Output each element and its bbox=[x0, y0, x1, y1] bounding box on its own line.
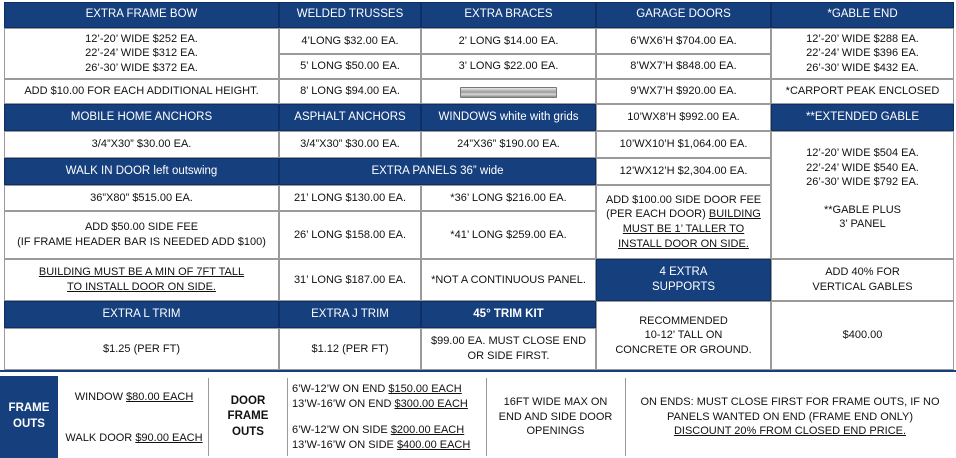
header-walk-in-door: WALK IN DOOR left outswing bbox=[4, 158, 279, 185]
garage-door-row: 9’WX7’H $920.00 EA. bbox=[596, 79, 771, 104]
window-frame-out: WINDOW $80.00 EACH bbox=[74, 390, 194, 403]
garage-door-row: 12’WX12’H $2,304.00 EA. bbox=[596, 158, 771, 185]
column-divider bbox=[208, 378, 209, 456]
header-windows: WINDOWS white with grids bbox=[421, 104, 596, 131]
brace-image bbox=[421, 79, 596, 104]
panel-row: 31’ LONG $187.00 EA. bbox=[279, 259, 421, 301]
walk-door-frame-out: WALK DOOR $90.00 EACH bbox=[65, 431, 203, 444]
header-gable-end: *GABLE END bbox=[771, 2, 954, 28]
frame-bow-note: ADD $10.00 FOR EACH ADDITIONAL HEIGHT. bbox=[4, 79, 279, 104]
header-extra-l-trim: EXTRA L TRIM bbox=[4, 301, 279, 328]
frame-bow-line: 26’-30’ WIDE $372 EA. bbox=[85, 61, 198, 74]
gable-end-note: *CARPORT PEAK ENCLOSED bbox=[771, 79, 954, 104]
j-trim-price: $1.12 (PER FT) bbox=[279, 328, 421, 370]
truss-row: 4’LONG $32.00 EA. bbox=[279, 28, 421, 54]
header-asphalt-anchors: ASPHALT ANCHORS bbox=[279, 104, 421, 131]
truss-row: 5’ LONG $50.00 EA. bbox=[279, 54, 421, 79]
l-trim-price: $1.25 (PER FT) bbox=[4, 328, 279, 370]
panel-row: 26’ LONG $158.00 EA. bbox=[279, 211, 421, 259]
panel-row: 21’ LONG $130.00 EA. bbox=[279, 185, 421, 211]
header-garage-doors: GARAGE DOORS bbox=[596, 2, 771, 28]
frame-bow-prices bbox=[4, 28, 279, 79]
end-door-frame-outs: 6’W-12’W ON END $150.00 EACH 13’W-16’W ON END $300.00 EACH bbox=[292, 383, 468, 410]
garage-door-row: 8’WX7’H $848.00 EA. bbox=[596, 54, 771, 79]
garage-door-row: 10’WX10’H $1,064.00 EA. bbox=[596, 131, 771, 158]
garage-side-door-fee: ADD $100.00 SIDE DOOR FEE (PER EACH DOOR) BUILDING MUST BE 1’ TALLER TO INSTALL DOOR ON SIDE. bbox=[596, 185, 771, 259]
supports-recommendation: RECOMMENDED 10-12’ TALL ON CONCRETE OR GROUND. bbox=[596, 301, 771, 370]
header-extra-panels: EXTRA PANELS 36” wide bbox=[279, 158, 596, 185]
frame-bow-line: 22’-24’ WIDE $312 EA. bbox=[85, 47, 198, 60]
vertical-gables-price: $400.00 bbox=[771, 301, 954, 370]
vertical-gables-note: ADD 40% FOR VERTICAL GABLES bbox=[771, 259, 954, 301]
frame-outs-title: FRAME OUTS bbox=[0, 376, 58, 458]
header-extended-gable: **EXTENDED GABLE bbox=[771, 104, 954, 131]
panel-row: *36’ LONG $216.00 EA. bbox=[421, 185, 596, 211]
walk-door-min-height: BUILDING MUST BE A MIN OF 7FT TALL TO INSTALL DOOR ON SIDE. bbox=[4, 259, 279, 301]
garage-door-row: 10’WX8’H $992.00 EA. bbox=[596, 104, 771, 131]
walk-door-price: 36”X80” $515.00 EA. bbox=[4, 185, 279, 211]
trim-kit-price: $99.00 EA. MUST CLOSE END OR SIDE FIRST. bbox=[421, 328, 596, 370]
door-frame-outs-label: DOOR FRAME OUTS bbox=[227, 395, 269, 438]
galvanized-brace-image bbox=[460, 87, 557, 98]
mobile-home-anchor-price: 3/4”X30” $30.00 EA. bbox=[4, 131, 279, 158]
frame-bow-line: 12’-20’ WIDE $252 EA. bbox=[85, 32, 198, 45]
truss-row: 8’ LONG $94.00 EA. bbox=[279, 79, 421, 104]
brace-row: 3’ LONG $22.00 EA. bbox=[421, 54, 596, 79]
gable-end-prices: 12’-20’ WIDE $288 EA. 22’-24’ WIDE $396 EA. 26’-30’ WIDE $432 EA. bbox=[771, 28, 954, 79]
window-price: 24”X36” $190.00 EA. bbox=[421, 131, 596, 158]
extended-gable-prices: 12’-20’ WIDE $504 EA. 22’-24’ WIDE $540 EA. 26’-30’ WIDE $792 EA. **GABLE PLUS 3’ PANEL bbox=[771, 131, 954, 259]
header-extra-frame-bow: EXTRA FRAME BOW bbox=[4, 2, 279, 28]
header-extra-j-trim: EXTRA J TRIM bbox=[279, 301, 421, 328]
side-door-frame-outs: 6’W-12’W ON SIDE $200.00 EACH 13’W-16’W ON SIDE $400.00 EACH bbox=[292, 424, 471, 451]
walk-door-side-fee: ADD $50.00 SIDE FEE (IF FRAME HEADER BAR IS NEEDED ADD $100) bbox=[4, 211, 279, 259]
asphalt-anchor-price: 3/4”X30” $30.00 EA. bbox=[279, 131, 421, 158]
panel-note: *NOT A CONTINUOUS PANEL. bbox=[421, 259, 596, 301]
header-welded-trusses: WELDED TRUSSES bbox=[279, 2, 421, 28]
header-extra-supports: 4 EXTRA SUPPORTS bbox=[596, 259, 771, 301]
header-trim-kit: 45° TRIM KIT bbox=[421, 301, 596, 328]
header-extra-braces: EXTRA BRACES bbox=[421, 2, 596, 28]
header-mobile-home-anchors: MOBILE HOME ANCHORS bbox=[4, 104, 279, 131]
garage-door-row: 6’WX6’H $704.00 EA. bbox=[596, 28, 771, 54]
panel-row: *41’ LONG $259.00 EA. bbox=[421, 211, 596, 259]
max-opening-note: 16FT WIDE MAX ON END AND SIDE DOOR OPENINGS bbox=[498, 396, 613, 438]
brace-row: 2’ LONG $14.00 EA. bbox=[421, 28, 596, 54]
end-frame-out-rules: ON ENDS: MUST CLOSE FIRST FOR FRAME OUTS, IF NO PANELS WANTED ON END (FRAME END ONLY) DISCOUNT 20% FROM CLOSED END PRICE. bbox=[640, 396, 940, 438]
